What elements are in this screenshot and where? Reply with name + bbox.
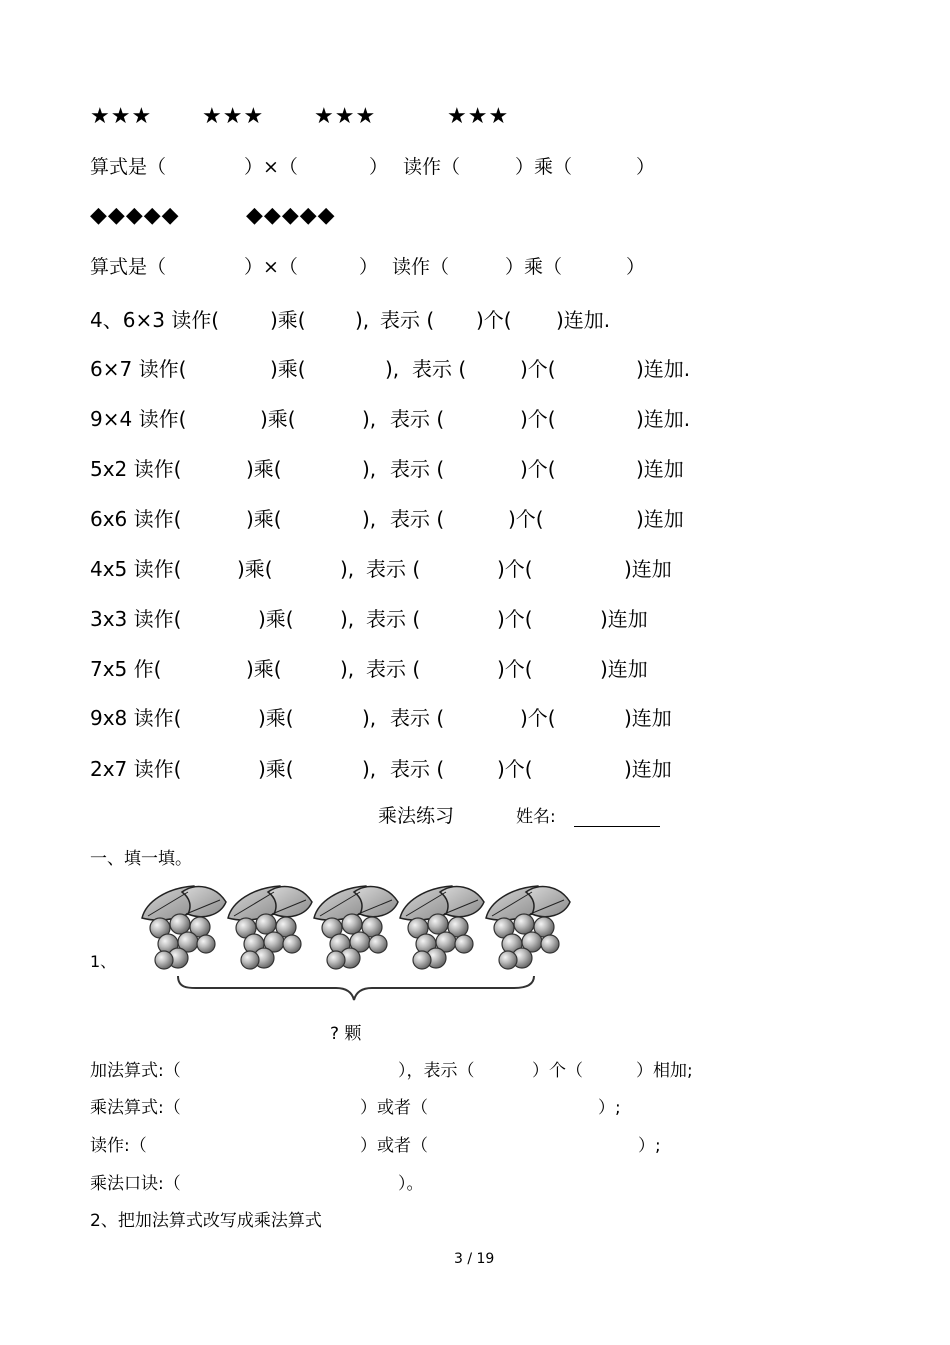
row-multiply: )乘( (258, 607, 294, 631)
page-number: 3 / 19 (454, 1251, 495, 1267)
name-blank-line (574, 826, 660, 827)
addition-label: 加法算式:（ (90, 1061, 181, 1081)
row-groups: )个( (520, 407, 556, 431)
row-expression: 4x5 读作( (90, 557, 182, 581)
formula-1-multiply: ）乘（ (515, 156, 573, 178)
reading-end: ）; (638, 1136, 661, 1156)
row-multiply: )乘( (237, 557, 273, 581)
row-sum: )连加 (636, 457, 684, 481)
multiplication-end: ）; (598, 1098, 621, 1118)
row-multiply: )乘( (270, 357, 306, 381)
formula-2-times: ）×（ (244, 256, 298, 278)
row-expression: 6x6 读作( (90, 507, 182, 531)
row-expression: 6×7 读作( (90, 357, 187, 381)
row-multiply: )乘( (260, 407, 296, 431)
row-expression: 5x2 读作( (90, 457, 182, 481)
row-expression: 2x7 读作( (90, 757, 182, 781)
item-one-label: 1、 (90, 952, 117, 971)
row-close: ), (362, 457, 377, 481)
row-multiply: )乘( (258, 757, 294, 781)
reading-row (0, 354, 950, 384)
row-multiply: )乘( (246, 657, 282, 681)
star-group-4: ★★★ (447, 104, 510, 129)
formula-2-end: ） (626, 256, 646, 278)
section-one-heading: 一、填一填。 (90, 849, 192, 869)
row-expression: 9×4 读作( (90, 407, 187, 431)
row-sum: )连加. (636, 407, 691, 431)
row-means: 表示 ( (390, 757, 445, 781)
formula-1-times: ）×（ (244, 156, 298, 178)
star-group-3: ★★★ (314, 104, 377, 129)
reading-row (0, 654, 950, 684)
grape-bunch-4 (400, 886, 484, 969)
formula-1-close: ） (369, 156, 389, 178)
row-groups: )个( (520, 457, 556, 481)
diamond-group-2: ◆◆◆◆◆ (246, 203, 336, 228)
row-sum: )连加 (636, 507, 684, 531)
row-multiply: )乘( (270, 308, 306, 332)
row-close: ), (385, 357, 400, 381)
formula-2-multiply: ）乘（ (505, 256, 563, 278)
reading-or: ）或者（ (360, 1136, 428, 1156)
item-two-instruction: 2、把加法算式改写成乘法算式 (90, 1211, 322, 1231)
row-groups: )个( (476, 308, 512, 332)
formula-1-end: ） (636, 156, 656, 178)
reading-row (0, 454, 950, 484)
grape-bunch-2 (228, 886, 312, 969)
row-close: ), (362, 706, 377, 730)
row-multiply: )乘( (246, 457, 282, 481)
row-groups: )个( (508, 507, 544, 531)
row-expression: 4、6×3 读作( (90, 308, 220, 332)
row-close: ), (362, 757, 377, 781)
reading-row (0, 604, 950, 634)
name-label: 姓名: (516, 807, 556, 827)
mnemonic-label: 乘法口诀:（ (90, 1174, 181, 1194)
row-sum: )连加 (624, 757, 672, 781)
reading-line (0, 1131, 950, 1161)
row-means: 表示 ( (366, 557, 421, 581)
row-groups: )个( (497, 557, 533, 581)
row-means: 表示 ( (390, 457, 445, 481)
row-sum: )连加 (624, 557, 672, 581)
multiplication-line (0, 1093, 950, 1123)
mnemonic-line (0, 1169, 950, 1199)
row-groups: )个( (497, 607, 533, 631)
addition-means: ），表示（ (398, 1061, 475, 1081)
row-close: ), (362, 507, 377, 531)
row-means: 表示 ( (390, 407, 445, 431)
row-means: 表示 ( (412, 357, 467, 381)
row-close: ), (340, 607, 355, 631)
row-expression: 3x3 读作( (90, 607, 182, 631)
multiplication-or: ）或者（ (360, 1098, 428, 1118)
grape-bunches-illustration (130, 878, 580, 1003)
grape-bunch-1 (142, 886, 226, 969)
row-sum: )连加 (624, 706, 672, 730)
addition-sum: ）相加; (636, 1061, 693, 1081)
formula-2-prefix: 算式是（ (90, 256, 167, 278)
reading-row (0, 754, 950, 784)
star-group-2: ★★★ (202, 104, 265, 129)
row-groups: )个( (520, 357, 556, 381)
worksheet-title: 乘法练习 (378, 805, 455, 827)
multiplication-label: 乘法算式:（ (90, 1098, 181, 1118)
row-means: 表示 ( (390, 706, 445, 730)
row-groups: )个( (520, 706, 556, 730)
row-close: ), (340, 557, 355, 581)
row-means: 表示 ( (366, 607, 421, 631)
row-groups: )个( (497, 657, 533, 681)
grouping-brace (178, 976, 534, 1000)
row-close: ), (362, 407, 377, 431)
row-means: 表示 ( (390, 507, 445, 531)
grape-bunch-5 (486, 886, 570, 969)
reading-row (0, 404, 950, 434)
row-sum: )连加. (636, 357, 691, 381)
formula-2-read: 读作（ (392, 256, 450, 278)
row-sum: )连加 (600, 657, 648, 681)
row-expression: 7x5 作( (90, 657, 162, 681)
reading-label: 读作:（ (90, 1136, 147, 1156)
row-means: 表示 ( (366, 657, 421, 681)
addition-groups: ）个（ (532, 1061, 583, 1081)
formula-1-read: 读作（ (403, 156, 461, 178)
row-close: ), (355, 308, 370, 332)
row-multiply: )乘( (246, 507, 282, 531)
formula-1-prefix: 算式是（ (90, 156, 167, 178)
addition-line (0, 1056, 950, 1086)
row-close: ), (340, 657, 355, 681)
grape-caption: ? 颗 (330, 1024, 362, 1044)
row-sum: )连加 (600, 607, 648, 631)
reading-row (0, 554, 950, 584)
reading-row (0, 703, 950, 733)
row-means: 表示 ( (380, 308, 435, 332)
row-sum: )连加. (556, 308, 611, 332)
formula-2-close: ） (359, 256, 379, 278)
reading-row (0, 504, 950, 534)
star-group-1: ★★★ (90, 104, 153, 129)
row-groups: )个( (497, 757, 533, 781)
diamond-group-1: ◆◆◆◆◆ (90, 203, 180, 228)
reading-row (0, 305, 950, 335)
row-multiply: )乘( (258, 706, 294, 730)
mnemonic-end: ）。 (398, 1174, 424, 1194)
row-expression: 9x8 读作( (90, 706, 182, 730)
grape-bunch-3 (314, 886, 398, 969)
